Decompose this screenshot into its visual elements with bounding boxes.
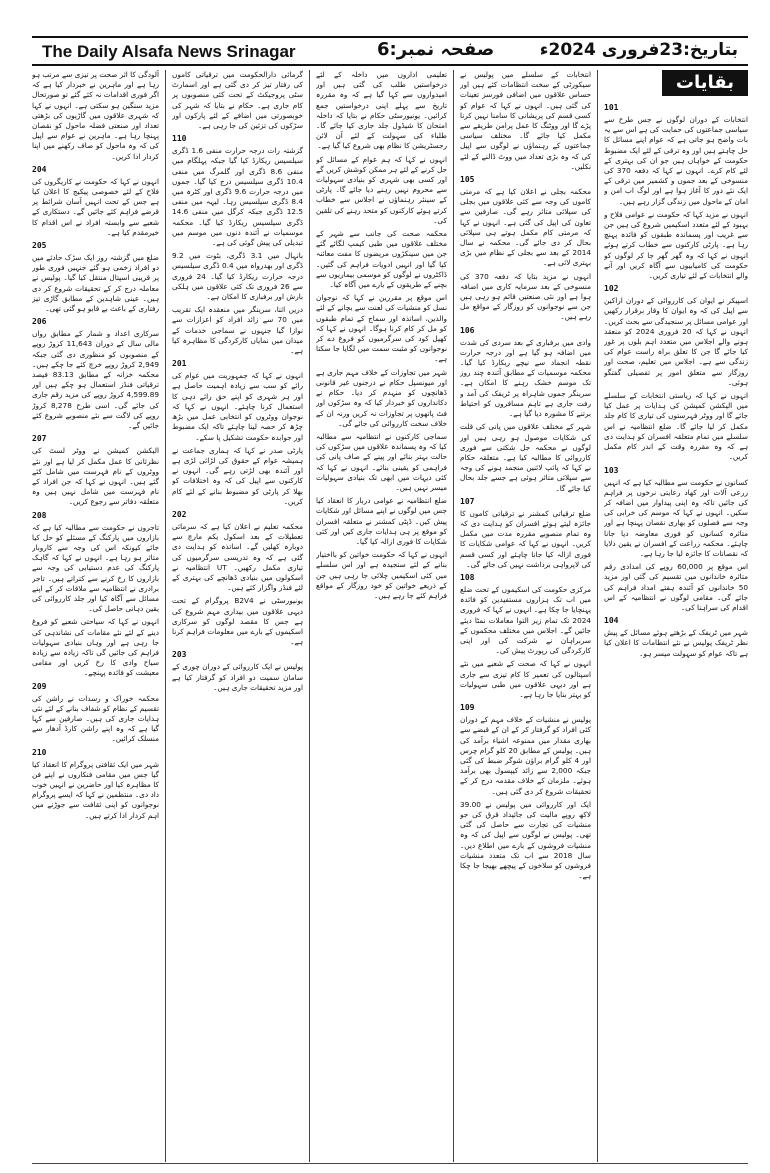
story-number: 107 [460, 496, 475, 506]
article-paragraph: انہوں نے کہا کہ جمہوریت میں عوام کی رائے کو سب سے زیادہ اہمیت حاصل ہے اور ہر شہری کو اپنے حق رائے دہی کا استعمال کرنا چاہئے۔ انہوں نے کہا کہ نوجوان ووٹروں کو انتخابی عمل میں بڑھ چڑھ کر حصہ لینا چاہئے تاکہ ایک مضبوط اور جوابدہ حکومت تشکیل پا سکے۔ [172, 371, 303, 442]
article-paragraph: انہوں نے مزید بتایا کہ دفعہ 370 کی منسوخی کے بعد سرمایہ کاری میں اضافہ ہوا ہے اور نئی صنعتیں قائم ہو رہی ہیں جن سے نوجوانوں کو روزگار کے مواقع مل رہے ہیں۔ [460, 271, 591, 322]
article-paragraph: سرکاری اعداد و شمار کے مطابق رواں مالی سال کے دوران 11,643 کروڑ روپے کے منصوبوں کو منظوری دی گئی جبکہ 2,949 کروڑ روپے خرچ کئے جا چکے ہیں۔ محکمہ خزانہ کے مطابق 83.13 فیصد ترقیاتی فنڈز استعمال ہو چکے ہیں اور 4,599.89 کروڑ روپے کی مزید رقم جاری کی جائے گی۔ اسی طرح 8,278 کروڑ روپے کی لاگت سے نئے منصوبے شروع کئے جائیں گے۔ [32, 329, 159, 431]
column-5 [32, 70, 159, 1162]
article-paragraph: انہوں نے کہا کہ سیاحتی شعبے کو فروغ دینے کے لئے نئے مقامات کی نشاندہی کی جا رہی ہے اور وہاں بنیادی سہولیات فراہم کی جائیں گی تاکہ زیادہ سے زیادہ سیاح وادی کا رخ کریں اور مقامی معیشت کو فائدہ پہنچے۔ [32, 617, 159, 678]
article-paragraph: محکمہ تعلیم نے اعلان کیا ہے کہ سرمائی تعطیلات کے بعد اسکول یکم مارچ سے دوبارہ کھلیں گے۔ اساتذہ کو ہدایت دی گئی ہے کہ وہ تدریسی سرگرمیوں کی تیاری مکمل رکھیں۔ UT انتظامیہ نے اسکولوں میں بنیادی ڈھانچے کی بہتری کے لئے فنڈز واگزار کئے ہیں۔ [172, 521, 303, 593]
article-paragraph: پارٹی صدر نے کہا کہ ہماری جماعت نے ہمیشہ عوام کے حقوق کی لڑائی لڑی ہے اور آئندہ بھی لڑتی رہے گی۔ انہوں نے کارکنوں سے اپیل کی کہ وہ اختلافات کو بھلا کر پارٹی کو مضبوط بنانے کے لئے کام کریں۔ [172, 445, 303, 506]
column-3 [316, 70, 447, 1162]
story-number: 105 [460, 175, 475, 185]
story-number: 202 [172, 509, 187, 519]
column-2 [460, 70, 591, 1162]
page-bottom-rule [32, 1163, 748, 1164]
story-number: 204 [32, 164, 47, 174]
article-paragraph: محکمہ صحت کی جانب سے شہر کے مختلف علاقوں میں طبی کیمپ لگائے گئے جن میں سینکڑوں مریضوں کا مفت معائنہ کیا گیا اور انہیں ادویات فراہم کی گئیں۔ ڈاکٹروں نے لوگوں کو موسمی بیماریوں سے بچنے کے طریقوں کے بارے میں آگاہ کیا۔ [316, 229, 447, 290]
article-paragraph: شہر میں ایک ثقافتی پروگرام کا انعقاد کیا گیا جس میں مقامی فنکاروں نے اپنے فن کا مظاہرہ کیا اور حاضرین نے انہیں خوب داد دی۔ منتظمین نے کہا کہ ایسے پروگرام نوجوانوں کو اپنی ثقافت سے جوڑنے میں اہم کردار ادا کرتے ہیں۔ [32, 759, 159, 820]
story-number: 206 [32, 317, 47, 327]
article-paragraph: انہوں نے مزید کہا کہ حکومت نے عوامی فلاح و بہبود کے لئے متعدد اسکیمیں شروع کی ہیں جن سے غریب اور پسماندہ طبقوں کو فائدہ پہنچ رہا ہے۔ پارٹی کارکنوں سے خطاب کرتے ہوئے انہوں نے کہا کہ وہ گھر گھر جا کر لوگوں کو حکومت کی کامیابیوں سے آگاہ کریں اور آنے والے انتخابات کے لئے تیاری کریں۔ [604, 209, 748, 281]
story-number: 207 [32, 434, 47, 444]
article-paragraph: ضلع انتظامیہ نے عوامی دربار کا انعقاد کیا جس میں لوگوں نے اپنے مسائل اور شکایات پیش کیں۔ ڈپٹی کمشنر نے متعلقہ افسران کو موقع پر ہی ہدایات جاری کیں اور کئی شکایات کا فوری ازالہ کیا گیا۔ [316, 496, 447, 546]
story-number: 205 [32, 241, 47, 251]
article-paragraph: اس موقع پر 60,000 روپے کی امدادی رقم متاثرہ خاندانوں میں تقسیم کی گئی اور مزید 50 خاندانوں کو آئندہ ہفتے امداد فراہم کی جائے گی۔ مقامی لوگوں نے انتظامیہ کے اس اقدام کی سراہنا کی۔ [604, 562, 748, 612]
article-paragraph: بانہال میں 3.1 ڈگری، بٹوت میں 9.2 ڈگری اور بھدرواہ میں 0.4 ڈگری سیلسیس درجہ حرارت ریکارڈ کیا گیا۔ 24 فروری سے 26 فروری تک کئی علاقوں میں ہلکی بارش اور برفباری کا امکان ہے۔ [172, 251, 303, 302]
column-1 [604, 70, 748, 1162]
article-paragraph: الیکشن کمیشن نے ووٹر لسٹ کی نظرثانی کا عمل مکمل کر لیا ہے اور نئے ووٹروں کے نام فہرست میں شامل کئے گئے ہیں۔ انہوں نے کہا کہ جن افراد کے نام فہرست میں شامل نہیں ہیں وہ متعلقہ دفاتر سے رجوع کریں۔ [32, 446, 159, 507]
story-number: 109 [460, 703, 475, 713]
article-paragraph: شہر میں ٹریفک کے بڑھتے ہوئے مسائل کے پیش نظر ٹریفک پولیس نے نئے انتظامات کا اعلان کیا ہے تاکہ عوام کو سہولت میسر ہو۔ [604, 628, 748, 658]
story-number: 201 [172, 359, 187, 369]
story-number: 210 [32, 747, 47, 757]
article-paragraph: تعلیمی اداروں میں داخلہ کے لئے درخواستیں طلب کی گئی ہیں اور امیدواروں سے کہا گیا ہے کہ وہ مقررہ تاریخ سے پہلے اپنی درخواستیں جمع کرائیں۔ یونیورسٹی حکام نے بتایا کہ داخلہ امتحان کا شیڈول جلد جاری کیا جائے گا۔ طلباء کی سہولت کے لئے آن لائن رجسٹریشن کا نظام بھی شروع کیا گیا ہے۔ [316, 70, 447, 151]
article-paragraph: گزشتہ رات درجہ حرارت منفی 1.6 ڈگری سیلسیس ریکارڈ کیا گیا جبکہ پہلگام میں منفی 8.6 ڈگری اور گلمرگ میں منفی 10.4 ڈگری سیلسیس درج کیا گیا۔ جموں میں درجہ حرارت 9.6 ڈگری اور کٹرہ میں 8.4 ڈگری سیلسیس رہا۔ لیہہ میں منفی 12.5 ڈگری جبکہ کرگل میں منفی 14.6 ڈگری سیلسیس ریکارڈ کیا گیا۔ محکمہ موسمیات نے آئندہ دنوں میں موسم میں تبدیلی کی پیش گوئی کی ہے۔ [172, 146, 303, 248]
column-divider [309, 70, 310, 1162]
article-paragraph: انہوں نے کہا کہ ہم عوام کے مسائل کو حل کرنے کے لئے ہر ممکن کوشش کریں گے اور کسی بھی شہری کو بنیادی سہولیات سے محروم نہیں رہنے دیا جائے گا۔ پارٹی کے سینئر رہنماؤں نے اجلاس سے خطاب کرتے ہوئے کارکنوں کو متحد رہنے کی تلقین کی۔ [316, 154, 447, 225]
article-paragraph: ضلع ترقیاتی کمشنر نے ترقیاتی کاموں کا جائزہ لیتے ہوئے افسران کو ہدایت دی کہ وہ تمام منصوبے مقررہ مدت میں مکمل کریں۔ انہوں نے کہا کہ عوامی شکایات کا فوری ازالہ کیا جانا چاہئے اور کسی قسم کی لاپرواہی برداشت نہیں کی جائے گی۔ [460, 508, 591, 569]
column-divider [165, 70, 166, 1162]
story-number: 104 [604, 616, 619, 626]
article-paragraph: سماجی کارکنوں نے انتظامیہ سے مطالبہ کیا کہ وہ پسماندہ علاقوں میں سڑکوں کی حالت بہتر بنائے اور پینے کے صاف پانی کی فراہمی کو یقینی بنائے۔ انہوں نے کہا کہ کئی دیہات میں ابھی تک بنیادی سہولیات میسر نہیں ہیں۔ [316, 431, 447, 492]
article-paragraph: انتخابات کے دوران لوگوں نے جس طرح سے سیاسی جماعتوں کی حمایت کی ہے اس سے یہ بات واضح ہو جاتی ہے کہ عوام اپنے مسائل کا حل چاہتے ہیں اور وہ ترقی کے لئے ایک مضبوط حکومت کے خواہاں ہیں جو ان کی بہتری کے لئے کام کرے۔ انہوں نے کہا کہ دفعہ 370 کی منسوخی کے بعد جموں و کشمیر میں ترقی کے ایک نئے دور کا آغاز ہوا ہے اور لوگ اب امن و امان کے ماحول میں زندگی گزار رہے ہیں۔ [604, 115, 748, 206]
article-paragraph: انہوں نے کہا کہ ریاستی انتخابات کے سلسلے میں الیکشن کمیشن کی ہدایات پر عمل کیا جائے گا اور ووٹر فہرستوں کی تیاری کا کام جلد مکمل کر لیا جائے گا۔ ضلع انتظامیہ نے اس سلسلے میں تمام متعلقہ افسران کو ہدایت دی ہے کہ وہ مقررہ وقت کے اندر کام مکمل کریں۔ [604, 391, 748, 462]
story-number: 209 [32, 681, 47, 691]
story-number: 110 [172, 134, 187, 144]
article-paragraph: انہوں نے کہا کہ حکومت خواتین کو بااختیار بنانے کے لئے سنجیدہ ہے اور اس سلسلے میں کئی اسکیمیں چلائی جا رہی ہیں جن کے ذریعے خواتین کو خود روزگار کے مواقع فراہم کئے جا رہے ہیں۔ [316, 550, 447, 600]
article-paragraph: دریں اثنا، سرینگر میں منعقدہ ایک تقریب میں 70 سے زائد افراد کو اعزازات سے نوازا گیا جنہوں نے سماجی خدمات کے میدان میں نمایاں کارکردگی کا مظاہرہ کیا ہے۔ [172, 305, 303, 356]
article-paragraph: کسانوں نے حکومت سے مطالبہ کیا ہے کہ انہیں زرعی آلات اور کھاد رعایتی نرخوں پر فراہم کی جائیں تاکہ وہ اپنی پیداوار میں اضافہ کر سکیں۔ انہوں نے کہا کہ موسم کی خرابی کی وجہ سے فصلوں کو بھاری نقصان پہنچا ہے اور متاثرہ کسانوں کو فوری معاوضہ دیا جانا چاہئے۔ محکمہ زراعت کے افسران نے یقین دلایا کہ نقصانات کا جائزہ لیا جا رہا ہے۔ [604, 477, 748, 558]
story-number: 106 [460, 325, 475, 335]
story-number: 208 [32, 510, 47, 520]
article-paragraph: آلودگی کا اثر صحت پر تیزی سے مرتب ہو رہا ہے اور ماہرین نے خبردار کیا ہے کہ اگر فوری اقدامات نہ کئے گئے تو صورتحال مزید سنگین ہو سکتی ہے۔ انہوں نے کہا کہ شہری علاقوں میں گاڑیوں کی بڑھتی تعداد اور صنعتی فضلہ ماحول کو نقصان پہنچا رہا ہے۔ ماہرین نے عوام سے اپیل کی کہ وہ ماحول کو صاف رکھنے میں اپنا کردار ادا کریں۔ [32, 70, 159, 161]
article-paragraph: انہوں نے کہا کہ صحت کے شعبے میں نئے اسپتالوں کی تعمیر کا کام تیزی سے جاری ہے اور دیہی علاقوں میں طبی سہولیات کو بہتر بنایا جا رہا ہے۔ [460, 659, 591, 699]
issue-date: بتاریخ:23فروری 2024ء [539, 40, 738, 60]
article-paragraph: انتخابات کے سلسلے میں پولیس نے سیکورٹی کے سخت انتظامات کئے ہیں اور حساس علاقوں میں اضافی فورسز تعینات کی گئی ہیں۔ انہوں نے کہا کہ عوام کو کسی قسم کی پریشانی کا سامنا نہیں کرنا پڑے گا اور ووٹنگ کا عمل پرامن طریقے سے مکمل کیا جائے گا۔ مختلف سیاسی جماعتوں کے رہنماؤں نے لوگوں سے اپیل کی کہ وہ بڑی تعداد میں ووٹ ڈالنے کے لئے نکلیں۔ [460, 70, 591, 171]
article-paragraph: تاجروں نے حکومت سے مطالبہ کیا ہے کہ بازاروں میں پارکنگ کے مسئلے کو حل کیا جائے کیونکہ اس کی وجہ سے کاروبار متاثر ہو رہا ہے۔ انہوں نے کہا کہ گاہک پارکنگ کی عدم دستیابی کی وجہ سے بازاروں کا رخ کرنے سے کتراتے ہیں۔ تاجر برادری نے انتظامیہ سے ملاقات کر کے اپنے مسائل سے آگاہ کیا اور جلد کارروائی کی یقین دہانی حاصل کی۔ [32, 522, 159, 614]
column-divider [453, 70, 454, 1162]
story-number: 101 [604, 103, 619, 112]
column-4 [172, 70, 303, 1162]
article-paragraph: محکمہ بجلی نے اعلان کیا ہے کہ مرمتی کاموں کی وجہ سے کئی علاقوں میں بجلی کی سپلائی متاثر رہے گی۔ صارفین سے تعاون کی اپیل کی گئی ہے۔ انہوں نے کہا کہ مرمتی کام مکمل ہوتے ہی سپلائی بحال کر دی جائے گی۔ محکمہ نے سال 2014 کے بعد سے بجلی کے نظام میں بڑی بہتری لائی ہے۔ [460, 187, 591, 268]
article-paragraph: گرمائی دارالحکومت میں ترقیاتی کاموں کی رفتار تیز کر دی گئی ہے اور اسمارٹ سٹی پروجیکٹ کے تحت کئی منصوبوں پر کام جاری ہے۔ حکام نے بتایا کہ شہر کی خوبصورتی میں اضافے کے لئے پارکوں اور سڑکوں کی تزئین کی جا رہی ہے۔ [172, 70, 303, 131]
article-columns [32, 70, 748, 1162]
article-paragraph: شہر میں تجاوزات کے خلاف مہم جاری ہے اور میونسپل حکام نے درجنوں غیر قانونی ڈھانچوں کو منہدم کر دیا۔ حکام نے دکانداروں کو خبردار کیا کہ وہ سڑکوں اور فٹ پاتھوں پر تجاوزات نہ کریں ورنہ ان کے خلاف سخت کارروائی کی جائے گی۔ [316, 367, 447, 428]
article-paragraph: پولیس نے ایک کارروائی کے دوران چوری کے سامان سمیت دو افراد کو گرفتار کیا ہے اور مزید تحقیقات جاری ہیں۔ [172, 662, 303, 692]
article-paragraph: شہر کے مختلف علاقوں میں پانی کی قلت کی شکایات موصول ہو رہی ہیں اور لوگوں نے محکمہ جل شکتی سے فوری کارروائی کا مطالبہ کیا ہے۔ متعلقہ حکام نے کہا کہ پائپ لائنیں منجمد ہونے کی وجہ سے سپلائی متاثر ہوئی ہے جسے جلد بحال کیا جائے گا۔ [460, 422, 591, 493]
story-number: 203 [172, 650, 187, 660]
article-paragraph: ضلع میں گزشتہ روز ایک سڑک حادثے میں دو افراد زخمی ہو گئے جنہیں فوری طور پر قریبی اسپتال منتقل کیا گیا۔ پولیس نے معاملہ درج کر کے تحقیقات شروع کر دی ہیں۔ عینی شاہدین کے مطابق گاڑی تیز رفتاری کے باعث بے قابو ہو گئی تھی۔ [32, 253, 159, 314]
article-paragraph: محکمہ خوراک و رسدات نے راشن کی تقسیم کے نظام کو شفاف بنانے کے لئے نئی ہدایات جاری کی ہیں۔ صارفین سے کہا گیا ہے کہ وہ اپنے راشن کارڈ آدھار سے منسلک کرائیں۔ [32, 693, 159, 744]
article-paragraph: مرکزی حکومت کی اسکیموں کے تحت ضلع میں اب تک ہزاروں مستفیدین کو فائدہ پہنچایا جا چکا ہے۔ انہوں نے کہا کہ فروری 2024 تک تمام زیر التوا معاملات نمٹا دیئے جائیں گے۔ اجلاس میں مختلف محکموں کے سربراہان نے شرکت کی اور اپنی کارکردگی کی رپورٹ پیش کی۔ [460, 584, 591, 656]
article-paragraph: اسپیکر نے ایوان کی کارروائی کے دوران اراکین سے اپیل کی کہ وہ ایوان کا وقار برقرار رکھیں اور عوامی مسائل پر سنجیدگی سے بحث کریں۔ انہوں نے کہا کہ 20 فروری 2024 کو منعقد ہونے والے اجلاس میں متعدد اہم بلوں پر غور کیا جائے گا جن کا تعلق براہ راست عوام کی زندگی سے ہے۔ اجلاس میں تعلیم، صحت اور روزگار سے متعلق امور پر تفصیلی گفتگو ہوئی۔ [604, 296, 748, 387]
article-paragraph: انہوں نے کہا کہ حکومت نے کاریگروں کی فلاح کے لئے خصوصی پیکیج کا اعلان کیا ہے جس کے تحت انہیں آسان شرائط پر قرضے فراہم کئے جائیں گے۔ دستکاری کے شعبے سے وابستہ افراد نے اس اقدام کا خیرمقدم کیا ہے۔ [32, 176, 159, 237]
section-heading: بقایات [662, 70, 748, 96]
newspaper-name: The Daily Alsafa News Srinagar [42, 42, 296, 61]
masthead-top-rule [32, 36, 748, 38]
story-number: 108 [460, 572, 475, 582]
article-paragraph: پولیس نے منشیات کے خلاف مہم کے دوران کئی افراد کو گرفتار کر کے ان کے قبضے سے بھاری مقدار میں ممنوعہ اشیاء برآمد کی ہیں۔ پولیس کے مطابق 20 کلو گرام چرس اور 4 کلو گرام براؤن شوگر ضبط کی گئی جبکہ 2,000 سے زائد کیپسول بھی برآمد ہوئے۔ ملزمان کے خلاف مقدمہ درج کر کے تحقیقات شروع کر دی گئی ہیں۔ [460, 715, 591, 796]
story-number: 103 [604, 465, 619, 475]
column-divider [597, 70, 598, 1162]
article-paragraph: وادی میں برفباری کے بعد سردی کی شدت میں اضافہ ہو گیا ہے اور درجہ حرارت نقطہ انجماد سے نیچے ریکارڈ کیا گیا۔ محکمہ موسمیات کے مطابق آئندہ چند روز تک موسم خشک رہنے کا امکان ہے۔ سرینگر جموں شاہراہ پر ٹریفک کی آمد و رفت جاری ہے تاہم مسافروں کو احتیاط برتنے کا مشورہ دیا گیا ہے۔ [460, 337, 591, 419]
story-number: 102 [604, 284, 619, 294]
masthead [32, 36, 748, 66]
article-paragraph: یونیورسٹی نے B2V4 پروگرام کے تحت دیہی علاقوں میں بیداری مہم شروع کی ہے جس کا مقصد لوگوں کو سرکاری اسکیموں کے بارے میں معلومات فراہم کرنا ہے۔ [172, 596, 303, 647]
article-paragraph: اس موقع پر مقررین نے کہا کہ نوجوان نسل کو منشیات کی لعنت سے بچانے کے لئے والدین، اساتذہ اور سماج کے تمام طبقوں کو مل کر کام کرنا ہوگا۔ انہوں نے کہا کہ کھیل کود کی سرگرمیوں کو فروغ دے کر نوجوانوں کو مثبت سمت میں لگایا جا سکتا ہے۔ [316, 293, 447, 364]
article-paragraph: ایک اور کارروائی میں پولیس نے 39.00 لاکھ روپے مالیت کی جائیداد قرق کی جو منشیات کی تجارت سے حاصل کی گئی تھی۔ پولیس نے لوگوں سے اپیل کی کہ وہ منشیات فروشوں کے بارے میں اطلاع دیں۔ سال 2018 سے اب تک متعدد منشیات فروشوں کو سلاخوں کے پیچھے بھیجا جا چکا ہے۔ [460, 799, 591, 881]
masthead-bottom-rule [32, 64, 748, 66]
page-number: صفحہ نمبر:6 [377, 39, 495, 60]
